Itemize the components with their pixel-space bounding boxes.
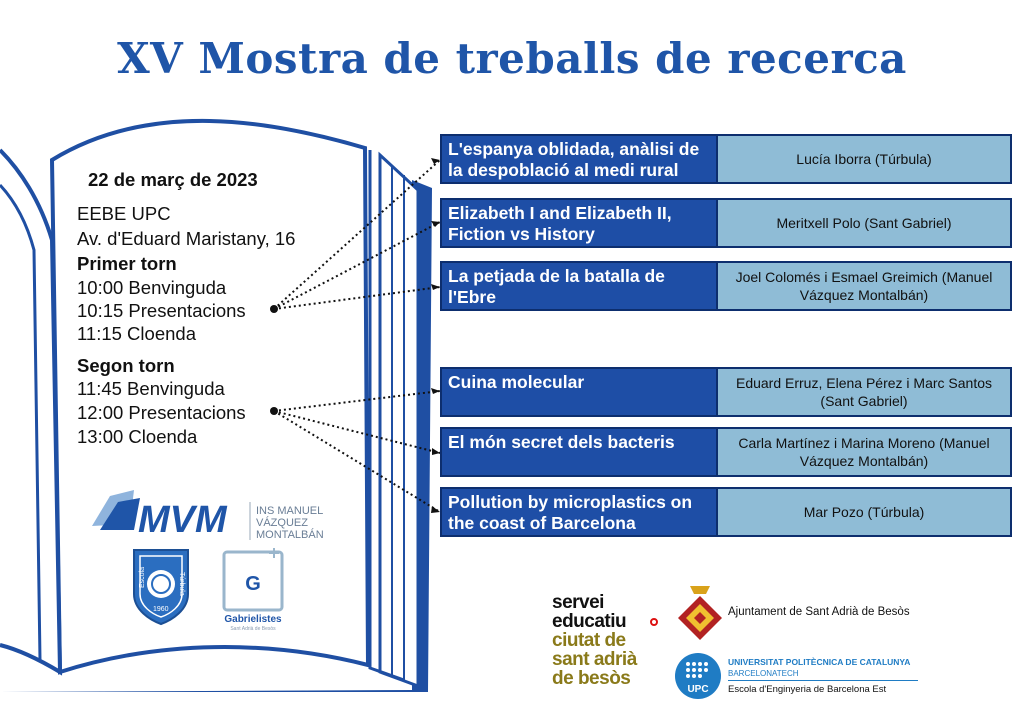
upc-sub: BARCELONATECH [728,669,799,678]
presentation-row [440,367,1012,417]
ajuntament-emblem [676,582,724,640]
shift2-item: 13:00 Cloenda [77,426,198,447]
turbula-logo [128,544,194,626]
servei-line: servei [552,592,604,613]
shift2-label: Segon torn [77,355,175,376]
turbula-text: 1960 [153,606,169,613]
authors: Carla Martínez i Marina Moreno (Manuel Vázquez Montalbán) [718,427,1012,477]
upc-divider [728,680,918,681]
authors: Joel Colomés i Esmael Greimich (Manuel Vázquez Montalbán) [718,261,1012,311]
mvm-line: INS MANUEL [256,505,324,517]
shift1-item: 11:15 Cloenda [77,323,196,344]
upc-school: Escola d'Enginyeria de Barcelona Est [728,684,887,695]
gabrielistes-logo [212,548,302,632]
upc-name: UNIVERSITAT POLITÈCNICA DE CATALUNYA [728,657,911,667]
gabrielistes-letter: G [245,573,261,595]
topic-title: Cuina molecular [440,367,718,417]
shift2-item: 12:00 Presentacions [77,402,246,423]
connector-dot [270,407,278,415]
venue-name: EEBE UPC [77,203,171,224]
presentation-row [440,261,1012,311]
turbula-text: Escola [139,566,146,588]
authors: Eduard Erruz, Elena Pérez i Marc Santos (Sant Gabriel) [718,367,1012,417]
authors: Mar Pozo (Túrbula) [718,487,1012,537]
shift2-item: 11:45 Benvinguda [77,378,225,399]
authors: Lucía Iborra (Túrbula) [718,134,1012,184]
topic-title: La petjada de la batalla de l'Ebre [440,261,718,311]
gabrielistes-name: Gabrielistes [224,614,282,625]
presentation-row [440,134,1012,184]
topic-title: Pollution by microplastics on the coast of Barcelona [440,487,718,537]
servei-dot-icon [650,618,658,626]
gabrielistes-sub: Sant Adrià de Besòs [230,626,276,632]
servei-educatiu-logo [552,593,637,688]
mvm-line: MONTALBÁN [256,529,324,541]
ajuntament-name: Ajuntament de Sant Adrià de Besòs [728,606,910,618]
topic-title: L'espanya oblidada, anàlisi de la despoblació al medi rural [440,134,718,184]
upc-badge-text: UPC [687,684,709,695]
upc-logo-badge [674,652,722,700]
mvm-letters: MVM [138,499,227,541]
page-title: XV Mostra de treballs de recerca [117,34,907,83]
servei-line: educatiu [552,611,627,632]
turbula-text: Túrbula [178,572,185,596]
shift1-item: 10:00 Benvinguda [77,277,227,298]
servei-line: de besòs [552,668,631,689]
shift1-item: 10:15 Presentacions [77,300,246,321]
event-date: 22 de març de 2023 [88,169,258,190]
mvm-line: VÁZQUEZ [256,517,308,529]
presentation-row [440,487,1012,537]
servei-line: sant adrià [552,649,637,670]
topic-title: El món secret dels bacteris [440,427,718,477]
presentation-row [440,427,1012,477]
servei-line: ciutat de [552,630,626,651]
mvm-logo [90,486,330,546]
topic-title: Elizabeth I and Elizabeth II, Fiction vs History [440,198,718,248]
shift1-label: Primer torn [77,253,177,274]
presentation-row [440,198,1012,248]
venue-address: Av. d'Eduard Maristany, 16 [77,228,296,249]
authors: Meritxell Polo (Sant Gabriel) [718,198,1012,248]
connector-dot [270,305,278,313]
